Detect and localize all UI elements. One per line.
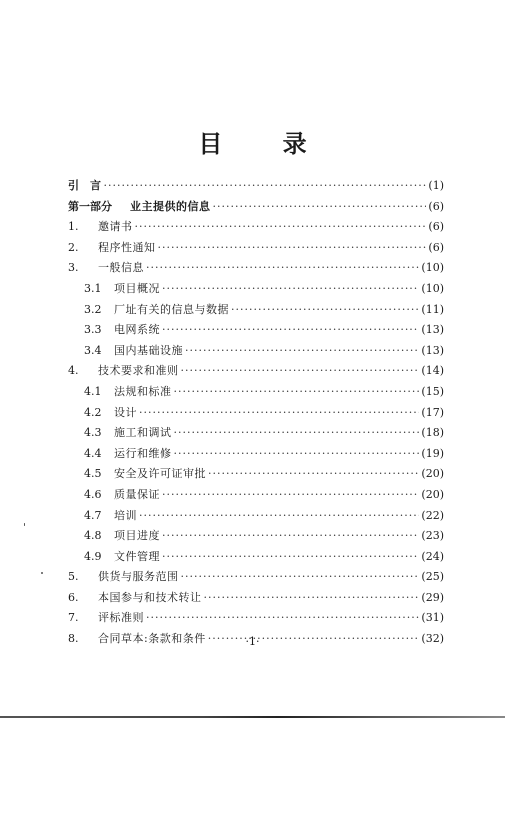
toc-entry-label: 施工和调试 [114,426,172,440]
toc-entry-number: 8. [68,632,79,646]
toc-entry-label: 本国参与和技术转让 [98,590,202,604]
toc-entry [68,485,444,506]
toc-entry-page: (13) [421,323,444,337]
toc-entry-page: (10) [421,261,444,275]
toc-entry [68,300,444,321]
toc-entry [68,279,444,300]
toc-entry-number: 4. [68,364,79,378]
toc-entry [68,320,444,341]
toc-entry-label: 一般信息 [98,261,144,275]
toc-entry-number: 第一部分 [68,199,112,213]
toc-entry-number: 4.1 [84,384,102,398]
scan-speck [41,572,43,574]
dot-leader [231,300,419,321]
toc-entry [68,238,444,259]
dot-leader [104,176,427,197]
toc-entry-number: 4.3 [84,426,102,440]
table-of-contents [68,176,444,650]
toc-entry-label: 文件管理 [114,549,160,563]
toc-entry-page: (13) [421,343,444,357]
dot-leader [162,320,419,341]
dot-leader [146,608,419,629]
toc-entry-page: (6) [428,240,444,254]
toc-entry-number: 4.6 [84,487,102,501]
dot-leader [146,258,419,279]
toc-entry-number: 3.2 [84,302,102,316]
toc-entry-label: 培训 [114,508,137,522]
toc-entry-label: 法规和标准 [114,384,172,398]
toc-entry-label: 言 [90,179,102,192]
toc-entry-number: 3.1 [84,281,102,295]
toc-entry [68,444,444,465]
toc-entry [68,608,444,629]
dot-leader [139,506,419,527]
toc-entry-number: 4.2 [84,405,102,419]
toc-entry-number: 4.9 [84,549,102,563]
toc-entry [68,341,444,362]
toc-entry-page: (22) [421,508,444,522]
toc-entry-page: (20) [421,467,444,481]
bottom-rule [0,716,505,718]
toc-entry-label: 合同草本:条款和条件 [98,632,206,646]
toc-entry-label: 厂址有关的信息与数据 [114,302,229,316]
toc-entry-label: 技术要求和准则 [98,364,179,378]
toc-entry [68,526,444,547]
toc-entry-page: (20) [421,487,444,501]
toc-entry-label: 评标准则 [98,611,144,625]
dot-leader [162,526,419,547]
toc-entry-label: 项目进度 [114,529,160,543]
toc-entry-number: 引 [68,179,79,192]
dot-leader [213,197,427,218]
toc-entry-page: (29) [421,590,444,604]
toc-entry-label: 电网系统 [114,323,160,337]
dot-leader [181,567,420,588]
dot-leader [174,423,420,444]
toc-entry-label: 设计 [114,405,137,419]
toc-entry-page: (25) [421,570,444,584]
toc-entry-page: (6) [428,199,444,213]
toc-entry [68,588,444,609]
dot-leader [185,341,419,362]
toc-entry [68,547,444,568]
dot-leader [162,547,419,568]
toc-entry-page: (31) [421,611,444,625]
dot-leader [204,588,420,609]
toc-entry-page: (32) [421,632,444,646]
toc-entry [68,176,444,197]
toc-entry-number: 6. [68,590,79,604]
scan-speck [24,523,25,526]
dot-leader [208,464,419,485]
toc-entry-label: 国内基础设施 [114,343,183,357]
toc-entry [68,197,444,218]
dot-leader [139,403,419,424]
toc-entry-number: 3. [68,261,79,275]
toc-entry-page: (18) [421,426,444,440]
page-number: ·1· [245,635,260,648]
toc-entry-label: 邀请书 [98,220,133,234]
toc-entry [68,423,444,444]
toc-entry-label: 运行和维修 [114,446,172,460]
toc-entry-number: 4.4 [84,446,102,460]
toc-entry-label: 质量保证 [114,487,160,501]
toc-entry-label: 业主提供的信息 [130,199,211,213]
toc-entry-page: (10) [421,281,444,295]
dot-leader [135,217,427,238]
toc-entry-label: 安全及许可证审批 [114,467,206,481]
toc-entry [68,464,444,485]
toc-entry [68,361,444,382]
dot-leader [162,279,419,300]
toc-entry-label: 程序性通知 [98,240,156,254]
dot-leader [158,238,427,259]
toc-entry-number: 2. [68,240,79,254]
toc-entry-page: (24) [421,549,444,563]
dot-leader [174,444,420,465]
toc-entry-page: (1) [428,179,444,192]
toc-entry-number: 4.8 [84,529,102,543]
toc-entry-page: (11) [421,302,444,316]
toc-entry [68,403,444,424]
toc-entry [68,567,444,588]
toc-entry-page: (6) [428,220,444,234]
toc-entry-number: 3.4 [84,343,102,357]
toc-entry [68,382,444,403]
toc-entry-page: (19) [421,446,444,460]
dot-leader [174,382,420,403]
toc-entry-number: 1. [68,220,79,234]
toc-entry-label: 项目概况 [114,281,160,295]
toc-entry-page: (15) [421,384,444,398]
toc-entry-page: (23) [421,529,444,543]
dot-leader [181,361,420,382]
toc-entry-number: 3.3 [84,323,102,337]
toc-entry-page: (17) [421,405,444,419]
toc-entry-label: 供货与服务范围 [98,570,179,584]
toc-entry [68,258,444,279]
dot-leader [162,485,419,506]
toc-entry-page: (14) [421,364,444,378]
toc-entry [68,217,444,238]
toc-entry-number: 4.7 [84,508,102,522]
page-title: 目 录 [198,129,333,158]
toc-entry-number: 4.5 [84,467,102,481]
toc-entry-number: 7. [68,611,79,625]
toc-entry [68,506,444,527]
toc-entry-number: 5. [68,570,79,584]
